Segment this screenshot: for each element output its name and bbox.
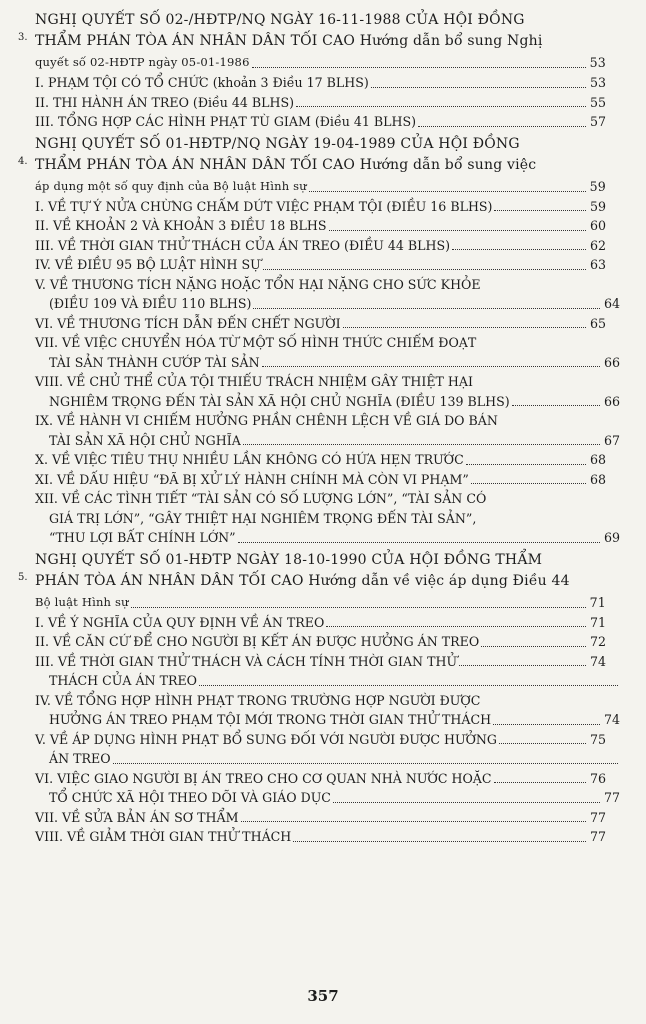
- toc-entry[interactable]: [35, 236, 606, 256]
- dot-leader: [199, 685, 618, 686]
- page-ref: 63: [589, 257, 606, 272]
- toc-entry[interactable]: [35, 255, 606, 275]
- page-ref: 77: [603, 790, 620, 805]
- heading-last-row: [35, 592, 606, 613]
- entry-title: TỔ CHỨC XÃ HỘI THEO DÕI VÀ GIÁO DỤC: [49, 790, 331, 805]
- dot-leader: [466, 464, 586, 465]
- toc-entry[interactable]: [35, 411, 620, 450]
- dot-leader: [293, 841, 586, 842]
- toc-entry[interactable]: [35, 216, 606, 236]
- heading-line: Bộ luật Hình sự: [35, 594, 129, 609]
- page-ref: 69: [603, 530, 620, 545]
- dot-leader: [471, 483, 586, 484]
- entry-title-line: V. VỀ THƯƠNG TÍCH NẶNG HOẶC TỔN HẠI NẶNG CHO SỨC KHỎE: [35, 276, 481, 292]
- page-number: 357: [307, 987, 339, 1005]
- dot-leader: [262, 366, 600, 367]
- dot-leader: [131, 607, 586, 608]
- page-ref: 77: [589, 829, 606, 844]
- page-ref: 53: [589, 55, 606, 70]
- toc-entry[interactable]: [35, 769, 620, 808]
- entry-title: III. TỔNG HỢP CÁC HÌNH PHẠT TÙ GIAM (Điều 41 BLHS): [35, 114, 416, 129]
- heading-line: THẨM PHÁN TÒA ÁN NHÂN DÂN TỐI CAO Hướng dẫn bổ sung Nghị: [35, 33, 543, 49]
- entry-title: XI. VỀ DẤU HIỆU “ĐÃ BỊ XỬ LÝ HÀNH CHÍNH MÀ CÒN VI PHẠM”: [35, 471, 469, 487]
- page-ref: 72: [589, 634, 606, 649]
- entry-title: I. PHẠM TỘI CÓ TỔ CHỨC (khoản 3 Điều 17 BLHS): [35, 75, 369, 90]
- dot-leader: [512, 405, 600, 406]
- toc-entry[interactable]: [35, 632, 606, 652]
- page-ref: 77: [589, 809, 606, 825]
- page-ref: 60: [589, 218, 606, 233]
- section-heading: [35, 550, 606, 613]
- entry-title: “THU LỢI BẤT CHÍNH LỚN”: [49, 530, 236, 545]
- section-number: 3.: [18, 32, 28, 43]
- dot-leader: [418, 126, 586, 127]
- dot-leader: [253, 308, 600, 309]
- entry-title-line: IV. VỀ TỔNG HỢP HÌNH PHẠT TRONG TRƯỜNG HỢP NGƯỜI ĐƯỢC: [35, 692, 481, 708]
- toc-section-5: [18, 550, 620, 847]
- page-ref: 55: [589, 94, 606, 110]
- heading-last-row: [35, 52, 606, 73]
- section-number: 5.: [18, 571, 28, 583]
- entry-title-line: IX. VỀ HÀNH VI CHIẾM HƯỞNG PHẦN CHÊNH LỆCH VỀ GIÁ DO BÁN: [35, 413, 498, 428]
- toc-entry[interactable]: [35, 691, 620, 730]
- entry-title: II. THI HÀNH ÁN TREO (Điều 44 BLHS): [35, 94, 295, 110]
- heading-last-row: [35, 176, 606, 197]
- dot-leader: [241, 821, 587, 822]
- entry-title-line: VIII. VỀ CHỦ THỂ CỦA TỘI THIẾU TRÁCH NHIỆM GÂY THIỆT HẠI: [35, 374, 473, 389]
- dot-leader: [252, 67, 586, 68]
- entry-title: VI. VỀ THƯƠNG TÍCH DẪN ĐẾN CHẾT NGƯỜI: [35, 315, 341, 331]
- page-ref: 68: [589, 471, 606, 487]
- page-ref: 67: [603, 432, 620, 448]
- page-ref: 74: [603, 712, 620, 727]
- entry-title: NGHIÊM TRỌNG ĐẾN TÀI SẢN XÃ HỘI CHỦ NGHĨA (ĐIỀU 139 BLHS): [49, 393, 510, 409]
- dot-leader: [371, 87, 586, 88]
- section-heading: [35, 134, 606, 197]
- dot-leader: [343, 327, 586, 328]
- dot-leader: [333, 802, 600, 803]
- entry-title-line: VII. VỀ VIỆC CHUYỂN HÓA TỪ MỘT SỐ HÌNH THỨC CHIẾM ĐOẠT: [35, 335, 477, 350]
- page-ref: 62: [589, 237, 606, 253]
- heading-line: NGHỊ QUYẾT SỐ 02-/HĐTP/NQ NGÀY 16-11-1988 CỦA HỘI ĐỒNG: [35, 12, 525, 28]
- toc-entry[interactable]: [35, 372, 620, 411]
- dot-leader: [113, 763, 618, 764]
- page-ref: 59: [589, 178, 606, 194]
- section-heading: [35, 10, 606, 73]
- dot-leader: [296, 106, 586, 107]
- toc-section-4: [18, 134, 620, 548]
- heading-line: PHÁN TÒA ÁN NHÂN DÂN TỐI CAO Hướng dẫn về việc áp dụng Điều 44: [35, 572, 570, 589]
- toc-entry[interactable]: [35, 197, 606, 217]
- dot-leader: [326, 626, 586, 627]
- entry-title: THÁCH CỦA ÁN TREO: [49, 673, 197, 688]
- toc-entry[interactable]: [35, 73, 606, 93]
- entry-title: VII. VỀ SỬA BẢN ÁN SƠ THẨM: [35, 809, 239, 825]
- dot-leader: [263, 269, 586, 270]
- dot-leader: [494, 210, 586, 211]
- page-ref: 59: [589, 198, 606, 214]
- toc-entry[interactable]: [35, 652, 606, 691]
- heading-line: quyết số 02-HĐTP ngày 05-01-1986: [35, 55, 250, 69]
- page-ref: 66: [603, 393, 620, 409]
- entry-title: I. VỀ TỰ Ý NỬA CHỪNG CHẤM DỨT VIỆC PHẠM TỘI (ĐIỀU 16 BLHS): [35, 198, 493, 214]
- entry-title: VIII. VỀ GIẢM THỜI GIAN THỬ THÁCH: [35, 829, 292, 844]
- heading-line: NGHỊ QUYẾT SỐ 01-HĐTP/NQ NGÀY 19-04-1989 CỦA HỘI ĐỒNG: [35, 135, 520, 152]
- toc-entry[interactable]: [35, 275, 620, 314]
- heading-line: THẨM PHÁN TÒA ÁN NHÂN DÂN TỐI CAO Hướng dẫn bổ sung việc: [35, 156, 537, 173]
- entry-title: TÀI SẢN THÀNH CƯỚP TÀI SẢN: [49, 354, 260, 370]
- page-ref: 74: [589, 653, 606, 669]
- dot-leader: [238, 542, 600, 543]
- dot-leader: [481, 646, 586, 647]
- page-ref: 53: [589, 75, 606, 90]
- toc-entry[interactable]: [35, 470, 606, 490]
- page-ref: 65: [589, 315, 606, 331]
- page-ref: 71: [589, 594, 606, 610]
- dot-leader: [459, 665, 586, 666]
- entry-title-line: XII. VỀ CÁC TÌNH TIẾT “TÀI SẢN CÓ SỐ LƯỢNG LỚN”, “TÀI SẢN CÓ: [35, 491, 487, 506]
- heading-line: NGHỊ QUYẾT SỐ 01-HĐTP NGÀY 18-10-1990 CỦA HỘI ĐỒNG THẨM: [35, 551, 543, 568]
- toc-entry[interactable]: [35, 450, 606, 470]
- entry-title: HƯỞNG ÁN TREO PHẠM TỘI MỚI TRONG THỜI GIAN THỬ THÁCH: [49, 712, 492, 727]
- entry-title: IV. VỀ ĐIỀU 95 BỘ LUẬT HÌNH SỰ: [35, 257, 261, 272]
- dot-leader: [494, 782, 587, 783]
- entry-title: II. VỀ CĂN CỨ ĐỂ CHO NGƯỜI BỊ KẾT ÁN ĐƯỢC HƯỞNG ÁN TREO: [35, 634, 480, 649]
- page-ref: 57: [589, 114, 606, 129]
- entry-title-line: VI. VIỆC GIAO NGƯỜI BỊ ÁN TREO CHO CƠ QUAN NHÀ NƯỚC HOẶC: [35, 770, 492, 786]
- toc-entry[interactable]: [35, 333, 620, 372]
- dot-leader: [329, 230, 587, 231]
- table-of-contents: [18, 10, 620, 849]
- entry-title: II. VỀ KHOẢN 2 VÀ KHOẢN 3 ĐIỀU 18 BLHS: [35, 218, 327, 233]
- dot-leader: [452, 249, 586, 250]
- toc-entry[interactable]: [35, 314, 606, 334]
- toc-entry[interactable]: [35, 808, 606, 828]
- entry-title-line: V. VỀ ÁP DỤNG HÌNH PHẠT BỔ SUNG ĐỐI VỚI NGƯỜI ĐƯỢC HƯỞNG: [35, 731, 497, 747]
- section-number: 4.: [18, 155, 28, 167]
- heading-line: áp dụng một số quy định của Bộ luật Hình sự: [35, 178, 307, 193]
- dot-leader: [309, 191, 586, 192]
- entry-title: I. VỀ Ý NGHĨA CỦA QUY ĐỊNH VỀ ÁN TREO: [35, 614, 325, 630]
- dot-leader: [499, 743, 586, 744]
- page-ref: 64: [603, 296, 620, 311]
- entry-title: X. VỀ VIỆC TIÊU THỤ NHIỀU LẦN KHÔNG CÓ HỨA HẸN TRƯỚC: [35, 452, 464, 467]
- toc-entry[interactable]: [35, 489, 620, 548]
- toc-section-3: [18, 10, 606, 132]
- toc-entry[interactable]: [35, 827, 606, 847]
- page-ref: 68: [589, 452, 606, 467]
- toc-entry[interactable]: [35, 613, 606, 633]
- toc-entry[interactable]: [35, 112, 606, 132]
- page-ref: 71: [589, 614, 606, 630]
- entry-title: TÀI SẢN XÃ HỘI CHỦ NGHĨA: [49, 432, 241, 448]
- page-ref: 76: [589, 770, 606, 786]
- dot-leader: [243, 444, 600, 445]
- dot-leader: [493, 724, 600, 725]
- toc-entry[interactable]: [35, 730, 606, 769]
- entry-title: (ĐIỀU 109 VÀ ĐIỀU 110 BLHS): [49, 296, 252, 311]
- entry-title-line: GIÁ TRỊ LỚN”, “GÂY THIỆT HẠI NGHIÊM TRỌNG ĐẾN TÀI SẢN”,: [49, 510, 477, 526]
- page-ref: 66: [603, 354, 620, 370]
- toc-entry[interactable]: [35, 93, 606, 113]
- page-ref: 75: [589, 731, 606, 747]
- entry-title-line: III. VỀ THỜI GIAN THỬ THÁCH VÀ CÁCH TÍNH THỜI GIAN THỬ: [35, 653, 458, 669]
- entry-title: ÁN TREO: [49, 751, 111, 766]
- entry-title: III. VỀ THỜI GIAN THỬ THÁCH CỦA ÁN TREO (ĐIỀU 44 BLHS): [35, 237, 451, 253]
